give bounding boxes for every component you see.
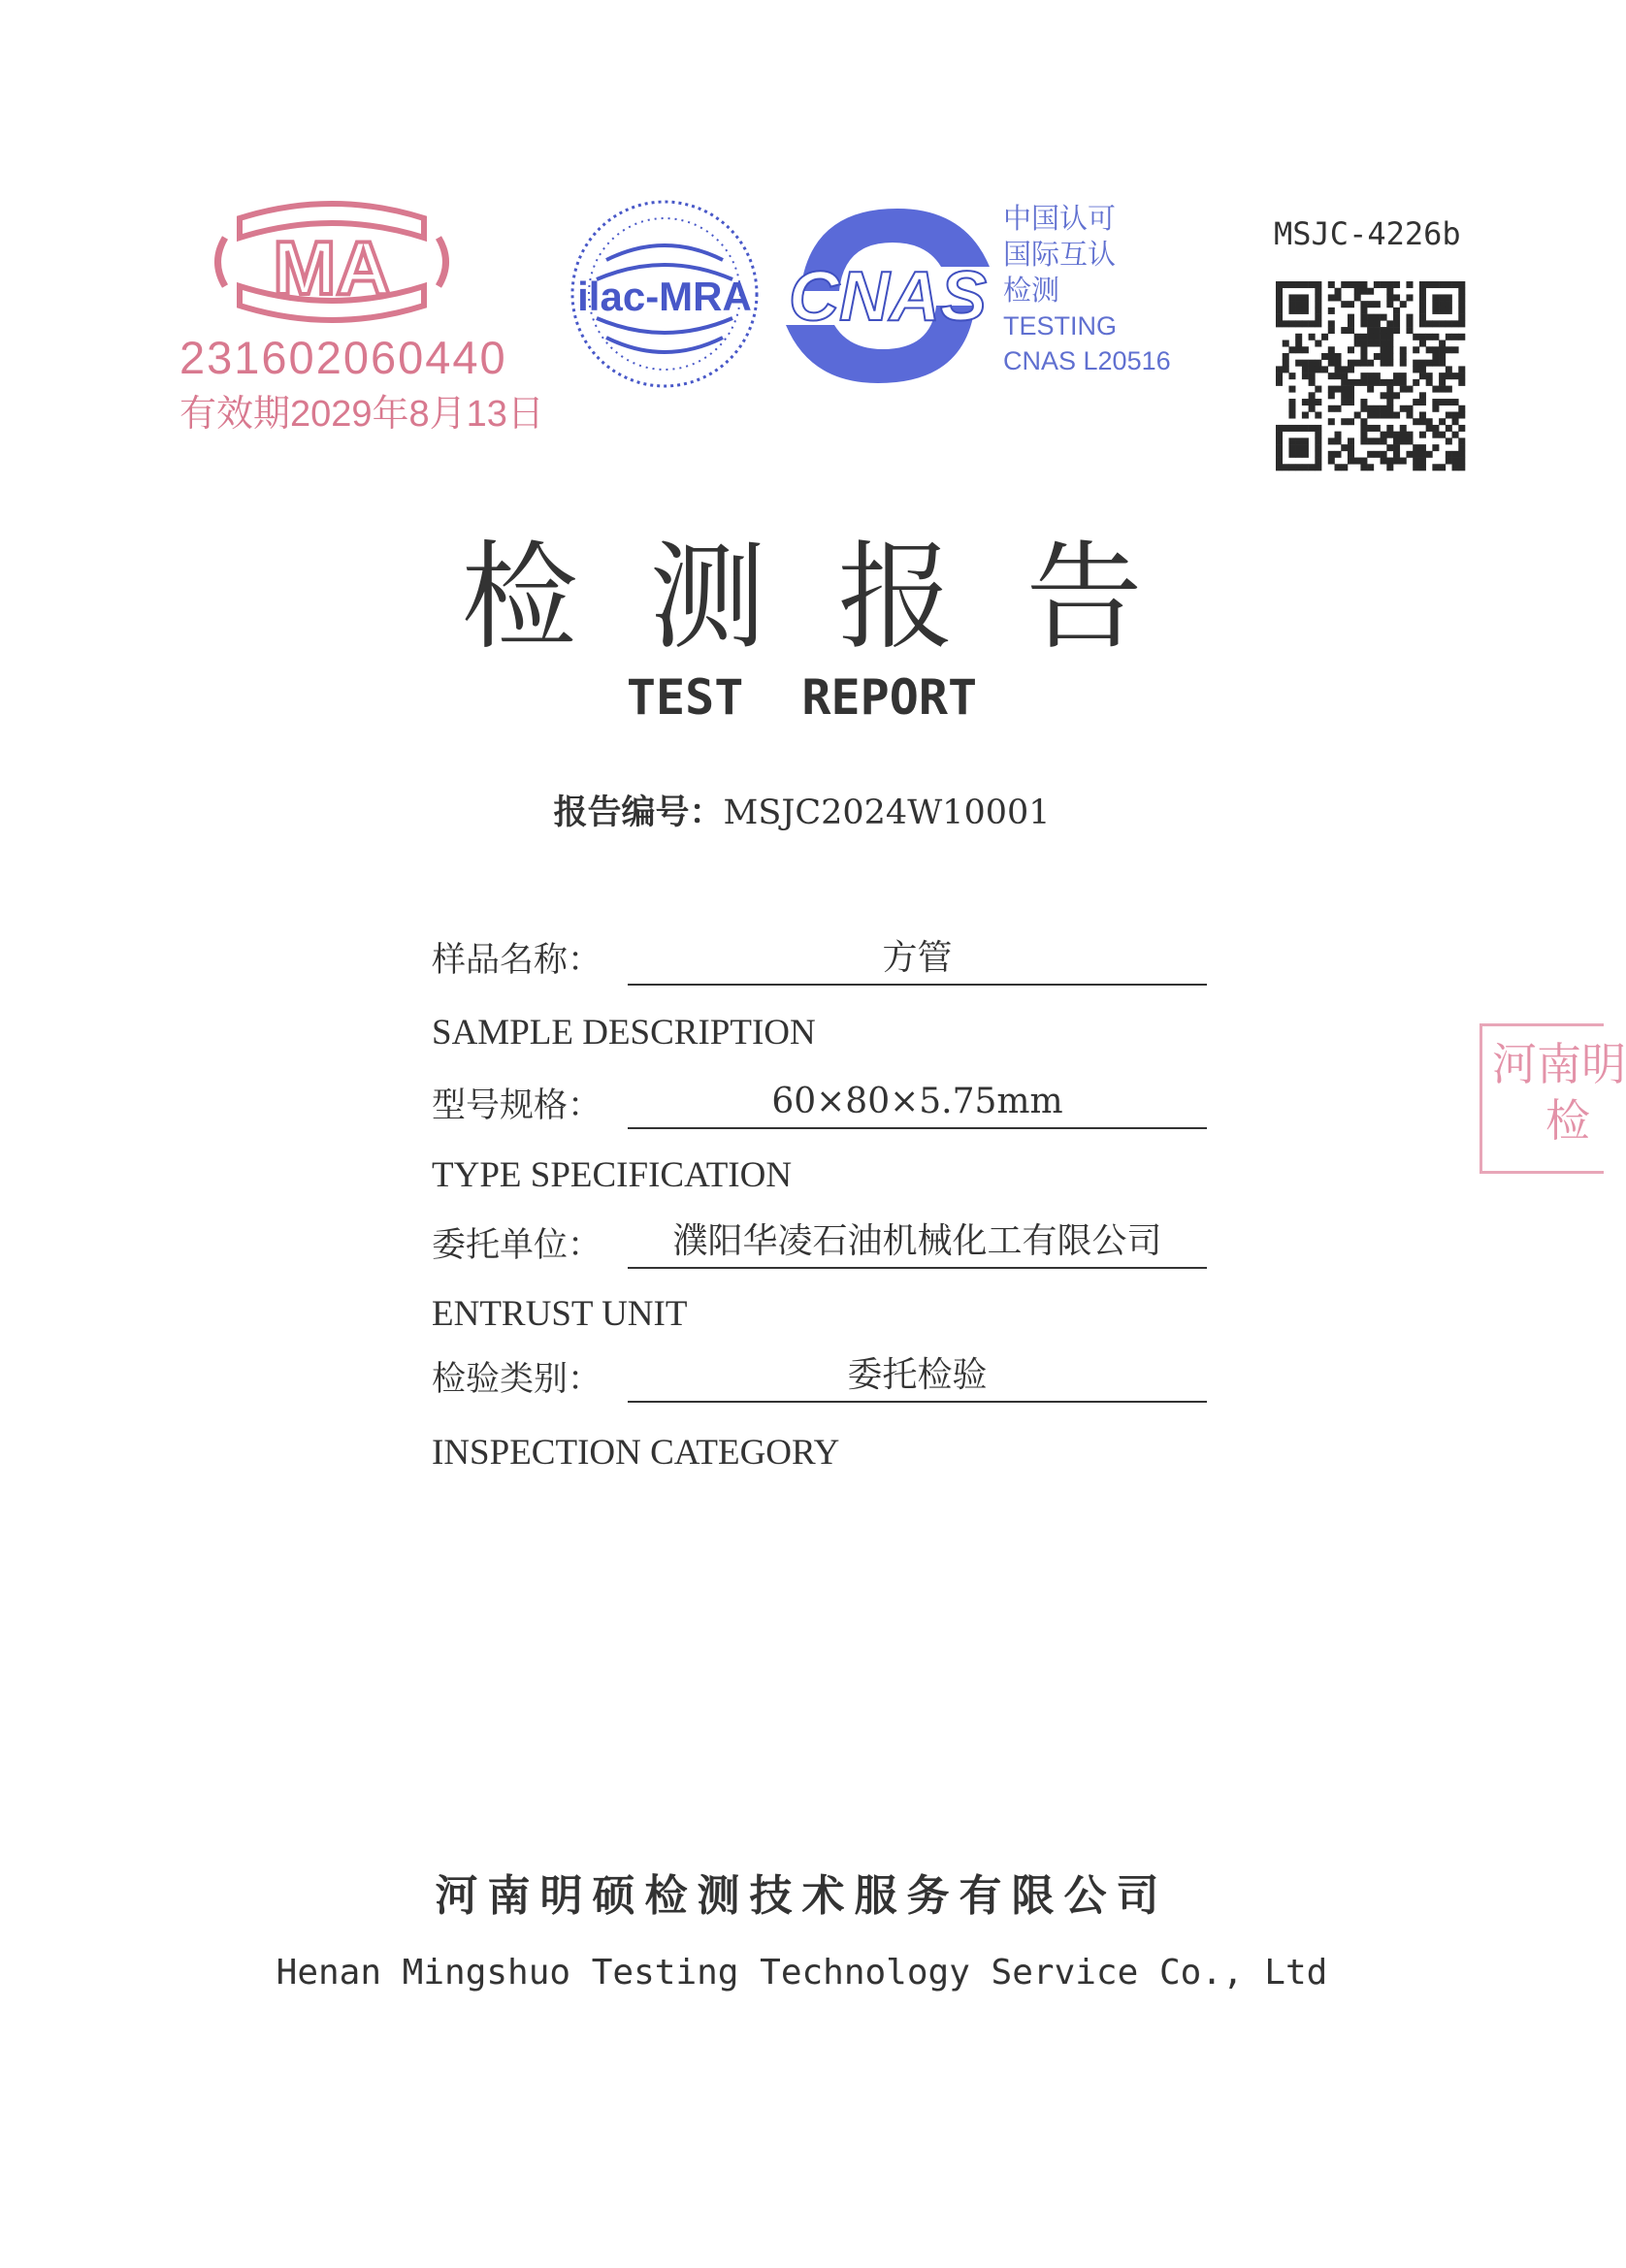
inspection-category-label: 检验类别： (432, 1360, 602, 1399)
cnas-line-2: 国际互认 (1003, 238, 1117, 271)
cnas-testing: TESTING (1003, 311, 1118, 340)
report-number-value: MSJC2024W10001 (723, 794, 1051, 832)
title-english: TEST REPORT (626, 669, 978, 726)
report-number (0, 786, 1604, 834)
side-seal-stamp (1480, 1023, 1626, 1174)
cma-cert-number: 231602060440 (179, 332, 507, 383)
cnas-license: CNAS L20516 (1003, 346, 1171, 375)
sample-name-value: 方管 (628, 935, 1207, 986)
inspection-category-en-label: INSPECTION CATEGORY (432, 1433, 840, 1473)
qr-code-icon (1276, 281, 1465, 474)
cnas-line-3: 检测 (1003, 274, 1060, 307)
company-name-english: Henan Mingshuo Testing Technology Service Co., Ltd (276, 1953, 1328, 1993)
title-chinese: 检测报告 (461, 531, 1215, 665)
type-specification-label: TYPE SPECIFICATION (432, 1155, 793, 1195)
report-number-label: 报告编号： (553, 794, 724, 832)
type-spec-label: 型号规格： (432, 1086, 602, 1125)
cnas-accreditation-text (1003, 201, 1171, 378)
entrust-unit-value: 濮阳华凌石油机械化工有限公司 (628, 1218, 1207, 1269)
type-spec-value: 60×80×5.75mm (628, 1079, 1207, 1129)
sample-description-label: SAMPLE DESCRIPTION (432, 1013, 816, 1053)
side-seal-line-2: 检 (1545, 1094, 1590, 1147)
cma-validity: 有效期2029年8月13日 (179, 394, 544, 435)
ilac-mra-logo (568, 192, 762, 400)
cnas-logo (771, 199, 1004, 397)
sample-name-label: 样品名称： (432, 941, 602, 980)
cma-stamp (177, 199, 544, 441)
company-name-chinese: 河南明硕检测技术服务有限公司 (435, 1871, 1169, 1921)
svg-text:ilac-MRA: ilac-MRA (577, 274, 752, 319)
report-code: MSJC-4226b (1274, 215, 1461, 252)
svg-text:MA: MA (273, 225, 391, 310)
inspection-category-value: 委托检验 (628, 1352, 1207, 1403)
side-seal-line-1: 河南明 (1492, 1038, 1626, 1090)
entrust-unit-en-label: ENTRUST UNIT (432, 1294, 688, 1334)
cnas-line-1: 中国认可 (1003, 202, 1117, 235)
svg-text:CNAS: CNAS (788, 258, 988, 336)
cma-logo (206, 199, 458, 325)
entrust-unit-label: 委托单位： (432, 1226, 602, 1265)
